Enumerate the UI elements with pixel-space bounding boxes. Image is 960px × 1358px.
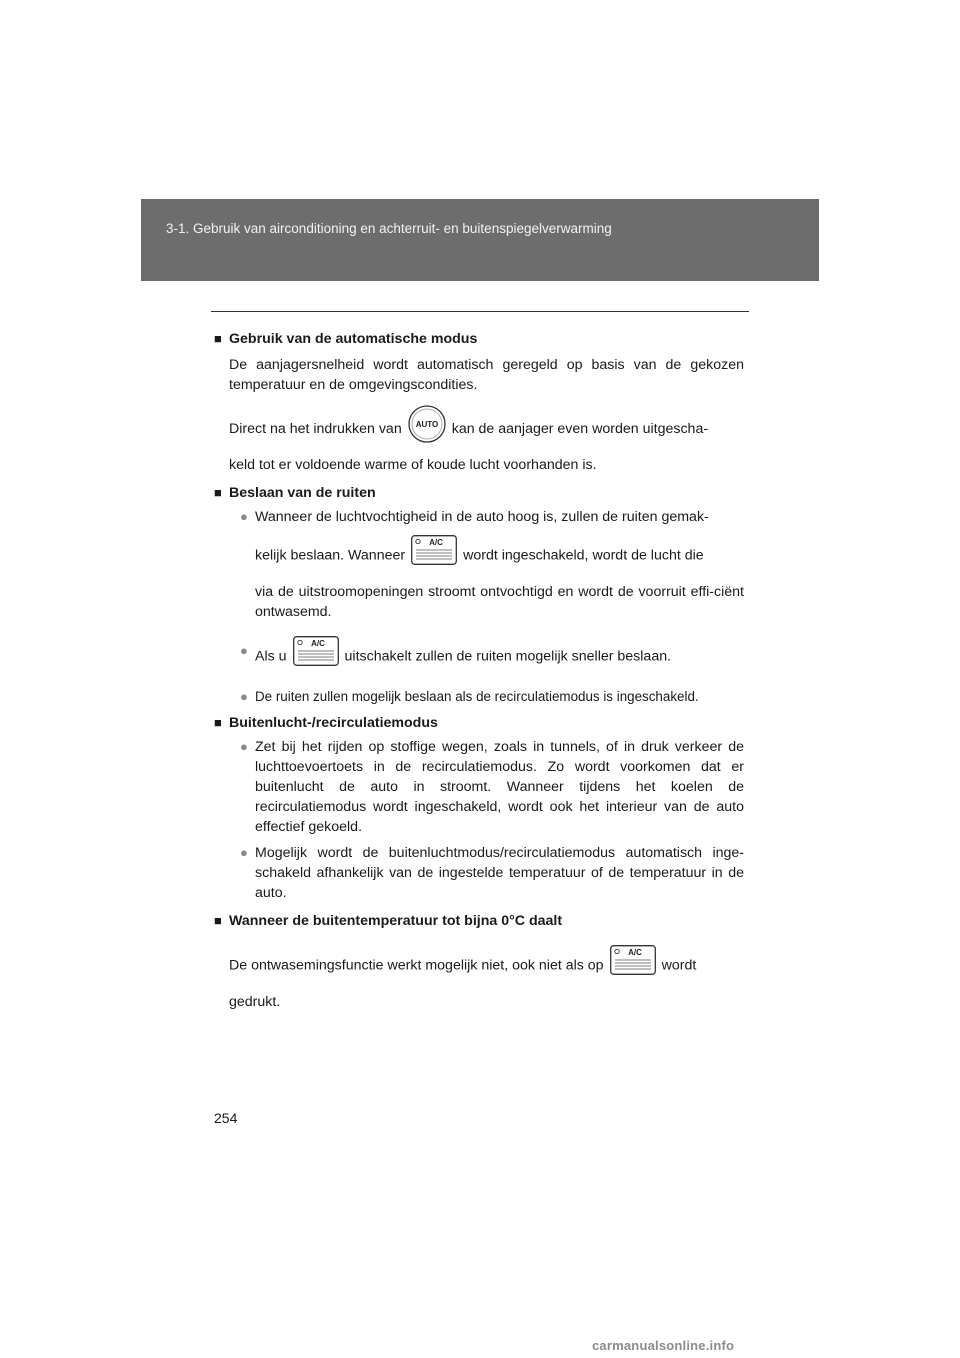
- svg-text:A/C: A/C: [429, 538, 443, 547]
- circle-bullet-icon: ●: [240, 845, 248, 860]
- section-heading-fogging: ■ Beslaan van de ruiten: [214, 485, 376, 501]
- paragraph: De aanjagersnelheid wordt automatisch geregeld op basis van de gekozen temperatuur en de omgevingscondities.: [229, 357, 744, 393]
- section-heading-auto-mode: ■ Gebruik van de automatische modus: [214, 331, 478, 347]
- square-bullet-icon: ■: [214, 715, 222, 730]
- list-item: ● Mogelijk wordt de buitenluchtmodus/recirculatiemodus automatisch inge-schakeld afhankelijk van de ingestelde temperatuur of de temperatuur in de auto.: [240, 845, 744, 901]
- square-bullet-icon: ■: [214, 485, 222, 500]
- square-bullet-icon: ■: [214, 331, 222, 346]
- page-content: [214, 329, 744, 1012]
- paragraph: keld tot er voldoende warme of koude lucht voorhanden is.: [229, 457, 597, 473]
- list-item: ● Als u A/C uitschakelt zullen de ruiten mogelijk sneller beslaan.: [240, 636, 744, 677]
- list-item: ● De ruiten zullen mogelijk beslaan als de recirculatiemodus is ingeschakeld.: [240, 687, 744, 707]
- svg-text:AUTO: AUTO: [415, 420, 438, 429]
- section-heading-recirculation: ■ Buitenlucht-/recirculatiemodus: [214, 715, 438, 731]
- ac-button-icon: [610, 945, 656, 986]
- chapter-title: 3-1. Gebruik van airconditioning en achterruit- en buitenspiegelverwarming: [166, 221, 612, 236]
- square-bullet-icon: ■: [214, 913, 222, 928]
- list-item: ● Zet bij het rijden op stoffige wegen, zoals in tunnels, of in druk verkeer de luchttoevoertoets in de recirculatiemodus. Zo wordt voorkomen dat er buitenlucht de auto in stroomt. Wanneer tijdens het koelen de recirculatiemodus wordt ingeschakeld, wordt ook het interieur van de auto effectief gekoeld.: [240, 739, 744, 835]
- auto-button-icon: [408, 405, 446, 453]
- circle-bullet-icon: ●: [240, 689, 248, 704]
- circle-bullet-icon: ●: [240, 643, 248, 658]
- watermark: carmanualsonline.info: [592, 1338, 735, 1353]
- circle-bullet-icon: ●: [240, 739, 248, 754]
- svg-text:A/C: A/C: [627, 948, 642, 957]
- chapter-header-band: [141, 199, 819, 281]
- ac-button-icon: [293, 636, 339, 677]
- paragraph: gedrukt.: [229, 994, 281, 1010]
- page-number: 254: [214, 1110, 238, 1126]
- circle-bullet-icon: ●: [240, 509, 248, 524]
- ac-button-icon: [411, 535, 457, 576]
- header-rule: [211, 311, 749, 312]
- section-heading-low-temperature: ■ Wanneer de buitentemperatuur tot bijna 0°C daalt: [214, 913, 563, 929]
- svg-text:A/C: A/C: [310, 639, 325, 648]
- paragraph-with-icon: Direct na het indrukken van AUTO kan de aanjager even worden uitgescha-: [229, 405, 744, 453]
- paragraph-with-icon: De ontwasemingsfunctie werkt mogelijk niet, ook niet als op A/C wordt: [229, 945, 744, 986]
- list-item: ● Wanneer de luchtvochtigheid in de auto hoog is, zullen de ruiten gemak- kelijk beslaan. Wanneer A/C wordt ingeschakeld, wordt de lucht die via de uitstroomopeningen stroomt ontvochtigd en wordt de voorruit effi-ciënt ontwasemd.: [240, 509, 744, 620]
